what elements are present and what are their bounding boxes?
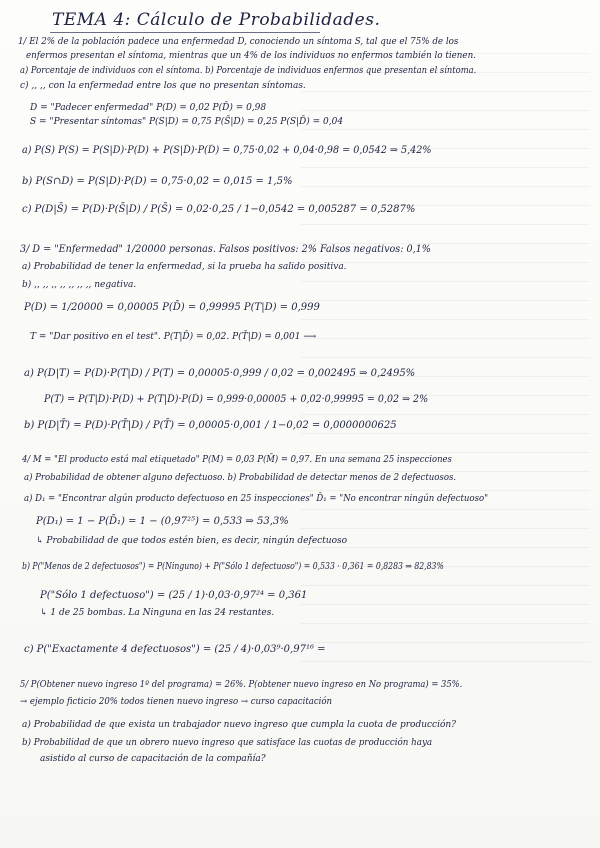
problem3-total-prob: P(T) = P(T|D)·P(D) + P(T|D̄)·P(D̄) = 0,999·0,00005 + 0,02·0,99995 = 0,02 ⇒ 2% [44,394,429,405]
problem4-note-a: ↳ Probabilidad de que todos estén bien, es decir, ningún defectuoso [36,536,348,546]
problem4-one-defective: P("Sólo 1 defectuoso") = (25 / 1)·0,03·0,97²⁴ = 0,361 [40,590,308,601]
problem1-answer-b: b) P(S∩D) = P(S|D)·P(D) = 0,75·0,02 = 0,015 = 1,5% [22,176,293,187]
problem5-statement-note: → ejemplo ficticio 20% todos tienen nuevo ingreso → curso capacitación [20,697,333,707]
page-title: TEMA 4: Cálculo de Probabilidades. [52,10,381,30]
problem4-def-D1: a) D₁ = "Encontrar algún producto defectuoso en 25 inspecciones" D̄₁ = "No encontrar ningún defectuoso" [24,494,489,504]
problem1-def-D: D = "Padecer enfermedad" P(D) = 0,02 P(D̄) = 0,98 [30,103,267,113]
title-underline [50,32,320,33]
problem3-question-a: a) Probabilidad de tener la enfermedad, si la prueba ha salido positiva. [22,262,347,272]
problem3-prior: P(D) = 1/20000 = 0,00005 P(D̄) = 0,99995 P(T|D) = 0,999 [24,302,320,313]
problem3-answer-a: a) P(D|T) = P(D)·P(T|D) / P(T) = 0,00005·0,999 / 0,02 = 0,002495 ⇒ 0,2495% [24,368,416,379]
problem1-answer-c: c) P(D|S̄) = P(D)·P(S̄|D) / P(S̄) = 0,02·0,25 / 1−0,0542 = 0,005287 = 0,5287% [22,204,416,215]
problem4-statement: 4/ M = "El producto está mal etiquetado" P(M) = 0,03 P(M̄) = 0,97. En una semana 25 inspecciones [22,455,452,465]
problem4-note-b: ↳ 1 de 25 bombas. La Ninguna en las 24 restantes. [40,608,275,618]
problem1-question-a-b: a) Porcentaje de individuos con el síntoma. b) Porcentaje de individuos enfermos que presentan el síntoma. [20,66,477,76]
problem1-statement-line1: 1/ El 2% de la población padece una enfermedad D, conociendo un síntoma S, tal que el 75% de los [18,37,459,47]
problem4-questions: a) Probabilidad de obtener alguno defectuoso. b) Probabilidad de detectar menos de 2 defectuosos. [24,473,457,483]
problem3-question-b: b) ,, ,, ,, ,, ,, ,, ,, negativa. [22,280,137,290]
problem4-answer-c: c) P("Exactamente 4 defectuosos") = (25 / 4)·0,03⁹·0,97¹⁶ = [24,644,326,655]
problem1-question-c: c) ,, ,, con la enfermedad entre los que no presentan síntomas. [20,81,306,91]
problem1-answer-a: a) P(S) P(S) = P(S|D)·P(D) + P(S|D̄)·P(D̄) = 0,75·0,02 + 0,04·0,98 = 0,0542 ⇒ 5,42% [22,145,432,156]
problem3-statement: 3/ D = "Enfermedad" 1/20000 personas. Falsos positivos: 2% Falsos negativos: 0,1% [20,244,431,255]
problem1-def-S: S = "Presentar síntomas" P(S|D) = 0,75 P(S̄|D) = 0,25 P(S|D̄) = 0,04 [30,117,344,127]
problem5-question-a: a) Probabilidad de que exista un trabajador nuevo ingreso que cumpla la cuota de producción? [22,720,457,730]
problem3-answer-b: b) P(D|T̄) = P(D)·P(T̄|D) / P(T̄) = 0,00005·0,001 / 1−0,02 = 0,0000000625 [24,420,397,431]
bleed-through-texture [300,35,590,675]
problem3-def-T: T = "Dar positivo en el test". P(T|D̄) = 0,02. P(T̄|D) = 0,001 ⟶ [30,332,317,342]
problem4-answer-a: P(D₁) = 1 − P(D̄₁) = 1 − (0,97²⁵) = 0,533 ⇒ 53,3% [36,516,289,527]
problem5-question-b: b) Probabilidad de que un obrero nuevo ingreso que satisface las cuotas de producción haya [22,738,433,748]
problem4-answer-b: b) P("Menos de 2 defectuosos") = P(Ninguno) + P("Sólo 1 defectuoso") = 0,533 · 0,361 = 0,8283 ⇒ 82,83% [22,562,444,572]
problem5-question-b-cont: asistido al curso de capacitación de la compañía? [40,754,266,764]
problem5-statement: 5/ P(Obtener nuevo ingreso 1º del programa) = 26%. P(obtener nuevo ingreso en No programa) = 35%. [20,680,463,690]
problem1-statement-line2: enfermos presentan el síntoma, mientras que un 4% de los individuos no enfermos también lo tienen. [26,51,476,61]
